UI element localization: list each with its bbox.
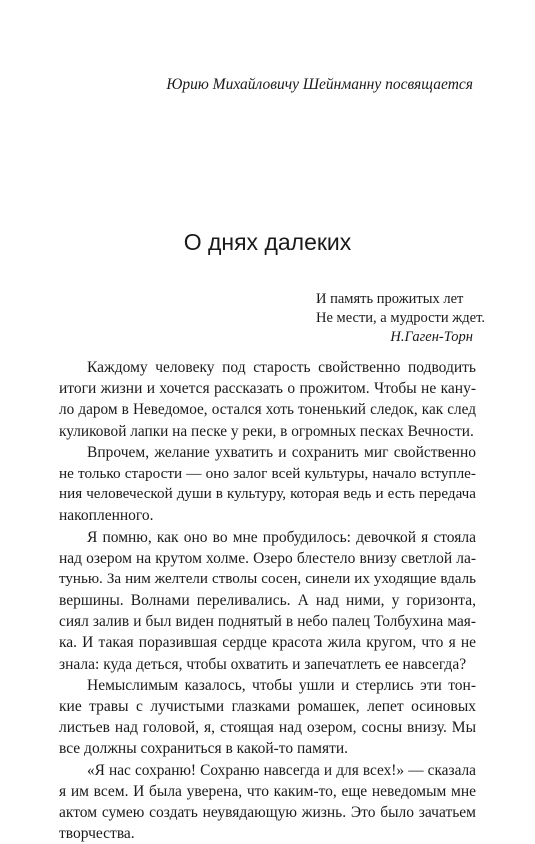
text-line: Немыслимым казалось, чтобы ушли и стерлись эти тон- xyxy=(87,676,476,694)
text-line: творчества. xyxy=(59,825,135,843)
text-line: кие травы с лучистыми глазками ромашек, лепет осиновых xyxy=(59,698,476,715)
text-line: Впрочем, желание ухватить и сохранить миг свойственно xyxy=(87,443,476,461)
epigraph-line: Не мести, а мудрости ждет. xyxy=(316,310,485,326)
paragraph xyxy=(59,442,476,527)
epigraph-author: Н.Гаген-Торн xyxy=(390,329,473,345)
paragraph xyxy=(59,357,476,442)
text-line: ния человеческой души в культуру, которая ведь и есть передача xyxy=(59,486,476,503)
text-line: Каждому человеку под старость свойственно подводить xyxy=(87,359,476,376)
text-line: ло даром в Неведомое, остался хоть тоненький следок, как след xyxy=(59,401,476,419)
text-line: итоги жизни и хочется рассказать о прожитом. Чтобы не кану- xyxy=(59,380,476,398)
text-line: «Я нас сохраню! Сохраню навсегда и для всех!» — сказала xyxy=(87,761,476,779)
dedication: Юрию Михайловичу Шейнманну посвящается xyxy=(166,76,473,93)
text-line: Я помню, как оно во мне пробудилось: девочкой я стояла xyxy=(87,528,476,546)
text-line: вершины. Волнами переливались. А над ними, у горизонта, xyxy=(59,592,476,610)
text-line: все должны сохраниться в какой-то памяти. xyxy=(59,740,349,758)
text-line: куликовой лапки на песке у реки, в огромных песках Вечности. xyxy=(59,422,474,440)
text-line: знала: куда деться, чтобы охватить и запечатлеть ее навсегда? xyxy=(59,655,467,673)
text-line: ка. И такая поразившая сердце красота жила кругом, что я не xyxy=(59,634,476,652)
text-line: сиял залив и был виден поднятый в небо палец Толбухина мая- xyxy=(59,613,476,631)
text-line: тунью. За ним желтели стволы сосен, синели их уходящие вдаль xyxy=(59,570,476,587)
epigraph-line: И память прожитых лет xyxy=(316,291,464,307)
text-line: актом сумею создать неувядающую жизнь. Это было зачатьем xyxy=(59,803,476,821)
body-text xyxy=(59,357,476,844)
text-line: я им всем. И была уверена, что каким-то, еще неведомым мне xyxy=(59,782,476,800)
text-line: над озером на крутом холме. Озеро блестело внизу светлой ла- xyxy=(59,549,476,567)
text-line: не только старости — оно залог всей культуры, начало вступле- xyxy=(59,464,476,482)
paragraph xyxy=(59,760,476,844)
paragraph xyxy=(59,675,476,760)
text-line: листьев над головой, я, стоящая над озером, сосны внизу. Мы xyxy=(59,719,476,737)
epigraph xyxy=(316,290,485,328)
text-line: накопленного. xyxy=(59,507,154,525)
paragraph xyxy=(59,527,476,675)
chapter-title: О днях далеких xyxy=(183,229,352,255)
